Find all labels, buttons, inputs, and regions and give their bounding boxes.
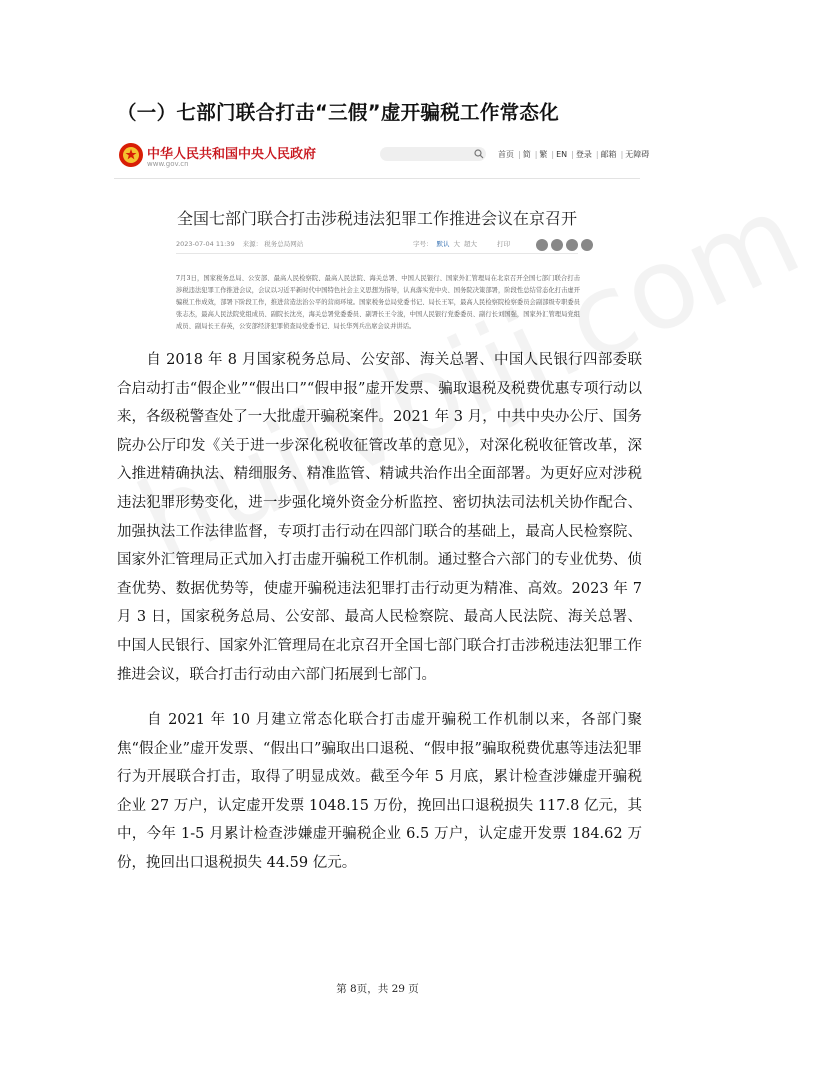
nav-english[interactable]: EN bbox=[556, 150, 568, 159]
paragraph-2-text: 自 2021 年 10 月建立常态化联合打击虚开骗税工作机制以来，各部门聚焦“假企业”虚开发票、“假出口”骗取出口退税、“假申报”骗取税费优惠等违法犯罪行为开展联合打击，取得了明显成效。截至今年 5 月底，累计检查涉嫌虚开骗税企业 27 万户，认定虚开发票 1048.15 万份，挽回出口退税损失 117.8 亿元，其中，今年 1-5 月累计检查涉嫌虚开骗税企业 6.5 万户，认定虚开发票 184.62 万份，挽回出口退税损失 44.59 亿元。 bbox=[117, 712, 642, 871]
search-input[interactable] bbox=[380, 147, 486, 161]
wechat-share-icon[interactable] bbox=[551, 239, 563, 251]
divider bbox=[176, 253, 578, 254]
publish-time: 2023-07-04 11:39 bbox=[176, 240, 235, 248]
paragraph-2 bbox=[117, 706, 642, 878]
paragraph-1 bbox=[117, 346, 642, 689]
site-name: 中华人民共和国中央人民政府 bbox=[147, 147, 317, 162]
national-emblem-icon bbox=[118, 142, 144, 168]
section-title: （一）七部门联合打击“三假”虚开骗税工作常态化 bbox=[117, 101, 560, 124]
article-excerpt: 7月3日，国家税务总局、公安部、最高人民检察院、最高人民法院、海关总署、中国人民银行、国家外汇管理局在北京召开全国七部门联合打击涉税违法犯罪工作推进会议，会议以习近平新时代中国特色社会主义思想为指导，认真落实党中央、国务院决策部署，阶段性总结常态化打击虚开骗税工作成效，部署下阶段工作，推进营造法治公平的营商环境。国家税务总局党委书记、局长王军，最高人民检察院检察委员会副部级专职委员张志杰，最高人民法院党组成员、副院长沈亮，海关总署党委委员、副署长王令浚，中国人民银行党委委员、副行长刘国强，国家外汇管理局党组成员、副局长王春英，公安部经济犯罪侦查局党委书记、局长华列兵出席会议并讲话。 bbox=[176, 275, 580, 330]
more-share-icon[interactable] bbox=[581, 239, 593, 251]
qzone-share-icon[interactable] bbox=[566, 239, 578, 251]
article-tools bbox=[413, 239, 514, 248]
article-title: 全国七部门联合打击涉税违法犯罪工作推进会议在京召开 bbox=[176, 209, 577, 228]
nav-login[interactable]: 登录 bbox=[575, 150, 592, 159]
search-icon[interactable] bbox=[474, 149, 484, 159]
site-url: www.gov.cn bbox=[147, 160, 189, 168]
nav-mailbox[interactable]: 邮箱 bbox=[600, 150, 617, 159]
embedded-screenshot bbox=[114, 136, 650, 344]
nav-home[interactable]: 首页 bbox=[498, 150, 514, 159]
nav-accessibility[interactable]: 无障碍 bbox=[625, 150, 650, 159]
weibo-share-icon[interactable] bbox=[536, 239, 548, 251]
nav-simplified[interactable]: 简 bbox=[522, 150, 531, 159]
font-size-label: 字号： bbox=[413, 240, 433, 248]
article-meta bbox=[176, 239, 309, 248]
article-source: 来源： 税务总局网站 bbox=[242, 240, 304, 248]
top-nav: 首页 | 简 | 繁 | EN | 登录 | 邮箱 | 无障碍 bbox=[498, 150, 650, 159]
font-default-option[interactable]: 默认 bbox=[436, 240, 450, 248]
nav-traditional[interactable]: 繁 bbox=[539, 150, 548, 159]
print-button[interactable]: 打印 bbox=[497, 240, 511, 248]
font-large-option[interactable]: 大 bbox=[453, 240, 460, 248]
gov-site-header bbox=[114, 136, 650, 179]
font-larger-option[interactable]: 超大 bbox=[464, 240, 477, 248]
page-footer: 第 8页，共 29 页 bbox=[336, 983, 419, 995]
paragraph-1-text: 自 2018 年 8 月国家税务总局、公安部、海关总署、中国人民银行四部委联合启动打击“假企业”“假出口”“假申报”虚开发票、骗取退税及税费优惠专项行动以来，各级税警查处了一大批虚开骗税案件。2021 年 3 月，中共中央办公厅、国务院办公厅印发《关于进一步深化税收征管改革的意见》，对深化税收征管改革，深入推进精确执法、精细服务、精准监管、精诚共治作出全面部署。为更好应对涉税违法犯罪形势变化，进一步强化境外资金分析监控、密切执法司法机关协作配合、加强执法工作法律监督，专项打击行动在四部门联合的基础上，最高人民检察院、国家外汇管理局正式加入打击虚开骗税工作机制。通过整合六部门的专业优势、侦查优势、数据优势等，使虚开骗税违法犯罪打击行动更为精准、高效。2023 年 7 月 3 日，国家税务总局、公安部、最高人民检察院、最高人民法院、海关总署、中国人民银行、国家外汇管理局在北京召开全国七部门联合打击涉税违法犯罪工作推进会议，联合打击行动由六部门拓展到七部门。 bbox=[117, 352, 642, 683]
